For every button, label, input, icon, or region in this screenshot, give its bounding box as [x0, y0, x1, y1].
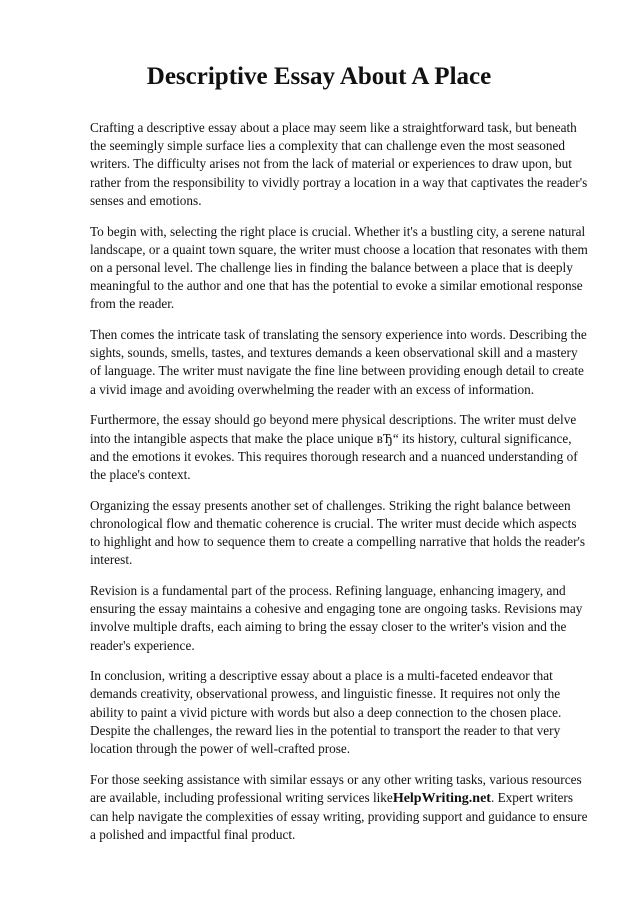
paragraph-revision: Revision is a fundamental part of the process. Refining language, enhancing imagery, and ensuring the essay maintains a cohesive and engaging tone are ongoing tasks. Revisions may involve multiple drafts, each aiming to bring the essay closer to the writer's vision and the reader's experience. — [90, 582, 583, 653]
page-title: Descriptive Essay About A Place — [146, 63, 492, 90]
essay-body — [90, 119, 590, 857]
paragraph-selecting-place: To begin with, selecting the right place is crucial. Whether it's a bustling city, a serene natural landscape, or a quaint town square, the writer must choose a location that resonates with them on a personal level. The challenge lies in finding the balance between a place that is deeply meaningful to the author and one that has the potential to evoke a similar emotional response from the reader. — [90, 223, 588, 312]
assistance-text-after: . Expert writers can help navigate the complexities of essay writing, providing support and guidance to ensure a polished and impactful final product. — [90, 790, 588, 843]
helpwriting-link[interactable]: HelpWriting.net — [392, 791, 491, 806]
paragraph-assistance — [90, 771, 590, 845]
paragraph-sensory-experience: Then comes the intricate task of translating the sensory experience into words. Describing the sights, sounds, smells, tastes, and textures demands a keen observational skill and a mastery of language. The writer must navigate the fine line between providing enough detail to create a vivid image and avoiding overwhelming the reader with an excess of information. — [90, 327, 587, 397]
paragraph-organizing: Organizing the essay presents another set of challenges. Striking the right balance between chronological flow and thematic coherence is crucial. The writer must decide which aspects to highlight and how to sequence them to create a compelling narrative that holds the reader's interest. — [90, 497, 586, 568]
assistance-text-before: For those seeking assistance with similar essays or any other writing tasks, various resources are available, including professional writing services like — [90, 771, 582, 805]
paragraph-intangible-aspects: Furthermore, the essay should go beyond mere physical descriptions. The writer must delve into the intangible aspects that make the place unique вЂ“ its history, cultural significance, and the emotions it evokes. This requires thorough research and a nuanced understanding of the place's context. — [90, 412, 578, 482]
paragraph-conclusion: In conclusion, writing a descriptive essay about a place is a multi-faceted endeavor that demands creativity, observational prowess, and linguistic finesse. It requires not only the ability to paint a vivid picture with words but also a deep connection to the chosen place. Despite the challenges, the reward lies in the potential to transport the reader to that very location through the power of well-crafted prose. — [90, 668, 562, 757]
paragraph-intro: Crafting a descriptive essay about a place may seem like a straightforward task, but beneath the seemingly simple surface lies a complexity that can challenge even the most seasoned writers. The difficulty arises not from the lack of material or experiences to draw upon, but rather from the responsibility to vividly portray a location in a way that captivates the reader's senses and emotions. — [90, 120, 588, 208]
